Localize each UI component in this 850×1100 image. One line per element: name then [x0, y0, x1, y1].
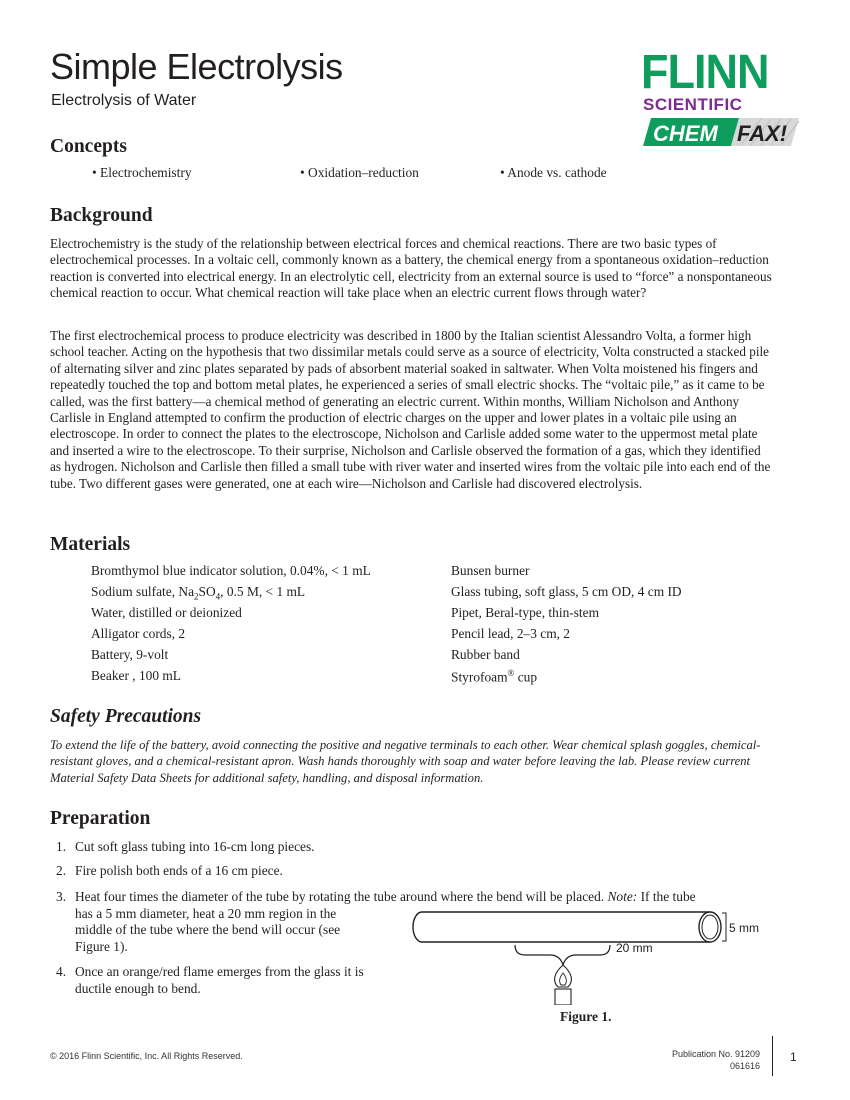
- concepts-heading: Concepts: [50, 136, 127, 157]
- material-item: Pencil lead, 2–3 cm, 2: [451, 626, 570, 641]
- material-item: Sodium sulfate, $Na_2SO_4$, 0.5 M, < 1 mL: [91, 584, 306, 602]
- preparation-step: 4. Once an orange/red flame emerges from the glass it is ductile enough to bend.: [56, 964, 364, 996]
- tube-left-end: [413, 912, 422, 942]
- concept-item: • Electrochemistry: [92, 165, 192, 180]
- logo-flinn-text: FLINN: [641, 43, 769, 99]
- material-item: Styrofoam® cup: [451, 668, 538, 685]
- material-item: Glass tubing, soft glass, 5 cm OD, 4 cm ID: [451, 584, 682, 599]
- badge-chem-text: CHEM: [653, 121, 718, 146]
- background-paragraph-2: The first electrochemical process to produce electricity was described in 1800 by the Italian scientist Alessandro Volta, a former high school teacher. Acting on the hypothesis that two dissimilar metals could serve as a source of electricity, Volta constructed a stacked pile of alternating silver and zinc plates separated by pads of absorbent material soaked in saltwater. When Volta moistened his fingers and repeatedly touched the top and bottom metal plates, he experienced a series of small electric shocks. The “voltaic pile,” as it came to be called, was the first battery—a chemical method of generating an electric current. Within months, William Nicholson and Anthony Carlisle in England attempted to confirm the production of electric charges on the upper and lower plates in a voltaic pile using an electroscope. In order to connect the plates to the electroscope, Nicholson and Carlisle added some water to the uppermost metal plate and inserted a wire to the electroscope. To their surprise, Nicholson and Carlisle observed the formation of a gas, which they identified as hydrogen. Nicholson and Carlisle then filled a small tube with river water and inserted wires from the voltaic pile into each end of the tube. Two different gases were generated, one at each wire—Nicholson and Carlisle had discovered electrolysis.: [50, 328, 771, 491]
- safety-heading: Safety Precautions: [50, 706, 202, 727]
- preparation-heading: Preparation: [50, 808, 151, 829]
- flame-icon: [555, 965, 572, 987]
- length-brace: [515, 945, 610, 965]
- page-title: Simple Electrolysis: [50, 46, 343, 87]
- safety-text: To extend the life of the battery, avoid connecting the positive and negative terminals to each other. Wear chemical splash goggles, chemical-resistant gloves, and a chemical-resistant apron. Wash hands thoroughly with soap and water before leaving the lab. Please review current Material Safety Data Sheets for additional safety, handling, and disposal information.: [50, 738, 761, 785]
- figure-caption: Figure 1.: [560, 1009, 612, 1024]
- material-item: Beaker , 100 mL: [91, 668, 181, 683]
- glass-tube: [422, 912, 710, 942]
- materials-heading: Materials: [50, 534, 131, 555]
- figure-1-diagram: [400, 905, 780, 1005]
- concept-item: • Oxidation–reduction: [300, 165, 419, 180]
- page-number: 1: [790, 1050, 797, 1064]
- logo-scientific-text: SCIENTIFIC: [643, 95, 743, 114]
- material-item: Bunsen burner: [451, 563, 530, 578]
- background-heading: Background: [50, 205, 153, 226]
- preparation-step: 2. Fire polish both ends of a 16 cm piece.: [56, 863, 283, 878]
- page-subtitle: Electrolysis of Water: [51, 92, 197, 109]
- badge-fax-text: FAX!: [737, 121, 788, 146]
- concept-item: • Anode vs. cathode: [500, 165, 607, 180]
- material-item: Pipet, Beral-type, thin-stem: [451, 605, 600, 620]
- chemfax-badge-icon: [641, 115, 801, 151]
- material-item: Bromthymol blue indicator solution, 0.04%, < 1 mL: [91, 563, 371, 578]
- preparation-step: 1. Cut soft glass tubing into 16-cm long pieces.: [56, 839, 315, 854]
- burner-icon: [555, 989, 571, 1005]
- diameter-label: 5 mm: [729, 921, 759, 935]
- publication-code: 061616: [729, 1061, 760, 1071]
- material-item: Rubber band: [451, 647, 520, 662]
- material-item: Water, distilled or deionized: [91, 605, 242, 620]
- material-item: Battery, 9-volt: [91, 647, 169, 662]
- publication-number: Publication No. 91209: [671, 1049, 760, 1059]
- copyright-text: © 2016 Flinn Scientific, Inc. All Rights Reserved.: [50, 1051, 243, 1061]
- footer-divider: [772, 1036, 773, 1076]
- length-label: 20 mm: [616, 941, 653, 955]
- material-item: Alligator cords, 2: [91, 626, 186, 641]
- background-paragraph-1: Electrochemistry is the study of the relationship between electrical forces and chemical reactions. There are two basic types of electrochemical processes. In a voltaic cell, commonly known as a battery, the chemical energy from a spontaneous oxidation–reduction reaction is converted into electrical energy. In an electrolytic cell, electricity from an external source is used to “force” a nonspontaneous chemical reaction to occur. What chemical reaction will take place when an electric current flows through water?: [50, 236, 772, 301]
- diameter-bracket: [722, 913, 726, 941]
- preparation-step: 3. Heat four times the diameter of the tube by rotating the tube around where the bend will be placed. Note: If the tube has a 5 mm diameter, heat a 20 mm region in the middle of the tube where the bend will occur (see Figure 1).: [56, 889, 696, 954]
